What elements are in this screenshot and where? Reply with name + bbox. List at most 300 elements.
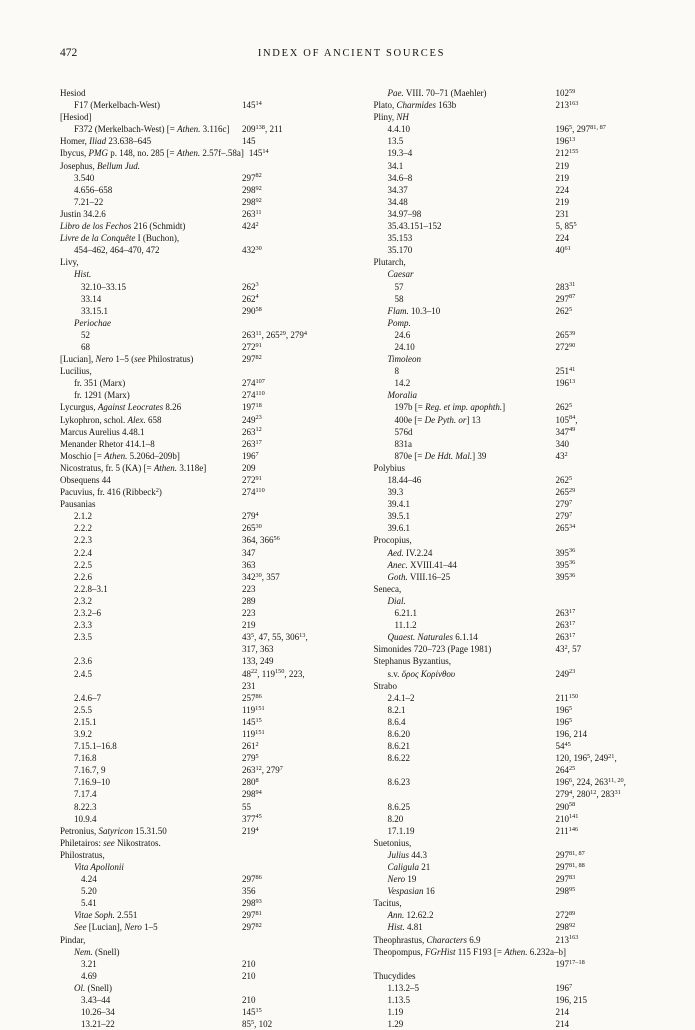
entry-source-text: 7.16.9–10: [74, 777, 110, 788]
entry-page-refs: 363: [242, 559, 256, 570]
index-entry: [60, 583, 330, 595]
index-entry: [60, 208, 330, 220]
entry-source-text: Ibycus, PMG p. 148, no. 285 [= Athen. 2.57f–.58a]: [60, 148, 244, 159]
index-entry: [60, 728, 330, 740]
index-entry: [374, 619, 644, 631]
entry-source-text: Lykophron, schol. Alex. 658: [60, 414, 162, 425]
entry-source-text: 1.13.5: [387, 995, 410, 1006]
entry-source-text: 35.43.151–152: [387, 221, 442, 232]
index-entry: [374, 837, 644, 849]
entry-page-refs: $395^{36}$: [555, 559, 576, 570]
index-entry: [374, 365, 644, 377]
index-entry: [374, 982, 644, 994]
entry-page-refs: $297^{82}$: [242, 922, 262, 933]
entry-page-refs: $196^5$: [555, 716, 573, 727]
entry-page-refs: $119^{151}$: [242, 704, 265, 715]
entry-source-text: 2.3.2–6: [74, 608, 101, 619]
index-entry: [374, 534, 644, 546]
index-entry: [374, 353, 644, 365]
entry-page-refs: $212^{155}$: [555, 148, 579, 159]
entry-source-text: Philostratus,: [60, 849, 105, 860]
entry-source-text: 34.48: [387, 196, 408, 207]
page-title: INDEX OF ANCIENT SOURCES: [257, 48, 446, 59]
entry-page-refs: $347^{49}$: [555, 426, 576, 437]
entry-source-text: Hist. 4.81: [387, 922, 423, 933]
entry-page-refs: $377^{45}$: [242, 813, 262, 824]
entry-page-refs: $432^{30}$: [242, 245, 262, 256]
entry-source-text: 5.41: [81, 898, 97, 909]
index-entry: [60, 99, 330, 111]
entry-source-text: 32.10–33.15: [81, 281, 126, 292]
entry-source-text: 8.20: [387, 813, 404, 824]
entry-source-text: 1.13.2–5: [387, 982, 419, 993]
entry-source-text: Theophrastus, Characters 6.9: [373, 934, 481, 945]
entry-source-text: Polybius: [373, 462, 406, 473]
entry-source-text: 6.21.1: [394, 608, 417, 619]
index-entry: [374, 317, 644, 329]
index-entry: [374, 728, 644, 740]
entry-page-refs: 219: [242, 620, 256, 631]
index-entry: [374, 655, 644, 667]
index-entry: [60, 111, 330, 123]
entry-page-refs: $262^5$: [555, 305, 573, 316]
index-entry: [374, 595, 644, 607]
entry-source-text: Josephus, Bellum Jud.: [60, 160, 141, 171]
index-entry: [60, 389, 330, 401]
index-entry: [60, 837, 330, 849]
entry-source-text: 39.3: [387, 487, 404, 498]
entry-source-text: 576d: [394, 426, 413, 437]
entry-source-text: Flam. 10.3–10: [387, 305, 441, 316]
entry-source-text: Hist.: [74, 269, 92, 280]
entry-source-text: Plato, Charmides 163b: [373, 100, 457, 111]
entry-source-text: Goth. VIII.16–25: [387, 571, 451, 582]
entry-source-text: 197b [= Reg. et imp. apophth.]: [394, 402, 506, 413]
entry-source-text: 17.1.19: [387, 825, 415, 836]
index-entry: [60, 329, 330, 341]
entry-page-refs: $145^{14}$: [242, 99, 262, 111]
entry-source-text: fr. 351 (Marx): [74, 378, 126, 389]
index-entry: [60, 934, 330, 946]
entry-source-text: 34.1: [387, 160, 404, 171]
index-entry: [374, 462, 644, 474]
index-entry: [60, 849, 330, 861]
index-entry: [60, 172, 330, 184]
index-entry: [374, 643, 644, 655]
entry-source-text: Tacitus,: [373, 898, 402, 909]
entry-source-text: 4.4.10: [387, 124, 410, 135]
index-entry: [374, 135, 644, 147]
index-entry: [374, 607, 644, 619]
index-entry: [60, 595, 330, 607]
entry-page-refs: $290^{58}$: [555, 801, 576, 812]
entry-source-text: Seneca,: [373, 583, 402, 594]
entry-page-refs: 223: [242, 583, 256, 594]
entry-page-refs: $43^5$, 47, 55, $306^{13}$, 317, 363: [242, 632, 308, 655]
entry-page-refs: $297^{83}$: [555, 873, 576, 885]
entry-page-refs: $272^{89}$: [555, 910, 576, 921]
entry-page-refs: 297$^{81, 87}$: [555, 849, 585, 860]
entry-source-text: fr. 1291 (Marx): [74, 390, 130, 401]
index-entry: [374, 147, 644, 159]
index-entry: [60, 885, 330, 897]
index-entry: [60, 655, 330, 667]
entry-source-text: 4.656–658: [74, 184, 113, 195]
entry-source-text: F17 (Merkelbach-West): [74, 100, 160, 111]
entry-source-text: Libro de los Fechos 216 (Schmidt): [60, 221, 186, 232]
index-entry: [60, 607, 330, 619]
entry-page-refs: 214: [555, 1019, 569, 1030]
entry-page-refs: $274^{110}$: [242, 390, 265, 401]
entry-page-refs: 297$^{81, 88}$: [555, 861, 585, 872]
entry-page-refs: $395^{36}$: [555, 547, 576, 558]
entry-page-refs: 340: [555, 438, 569, 449]
entry-source-text: 831a: [394, 438, 412, 449]
entry-source-text: Aed. IV.2.24: [387, 547, 433, 558]
index-entry: [374, 244, 644, 256]
index-entry: [60, 522, 330, 534]
entry-source-text: Nero 19: [387, 874, 417, 885]
entry-source-text: 7.15.1–16.8: [74, 741, 117, 752]
index-entry: [374, 220, 644, 232]
entry-source-text: 24.6: [394, 329, 411, 340]
entry-page-refs: $102^{59}$: [555, 87, 576, 98]
entry-source-text: 1.29: [387, 1019, 404, 1030]
index-entry: [60, 244, 330, 256]
index-entry: [60, 486, 330, 498]
index-entry: [374, 1018, 644, 1030]
entry-source-text: Ann. 12.62.2: [387, 910, 434, 921]
entry-source-text: 39.4.1: [387, 499, 410, 510]
index-entry: [60, 281, 330, 293]
entry-page-refs: $424^2$: [242, 220, 259, 232]
entry-page-refs: $210^{141}$: [555, 813, 579, 824]
entry-page-refs: $262^5$: [555, 474, 573, 485]
entry-page-refs: 145: [242, 136, 256, 147]
index-entry: [374, 776, 644, 800]
entry-source-text: 39.6.1: [387, 523, 410, 534]
entry-source-text: Thucydides: [373, 970, 416, 981]
entry-page-refs: 209: [242, 462, 256, 473]
entry-source-text: 8.2.1: [387, 704, 406, 715]
entry-page-refs: $298^{95}$: [555, 886, 576, 897]
entry-source-text: Lucilius,: [60, 366, 92, 377]
entry-page-refs: $119^{151}$: [242, 728, 265, 739]
index-entry: [374, 510, 644, 522]
entry-page-refs: $262^3$: [242, 281, 259, 292]
entry-page-refs: $263^{17}$: [555, 632, 576, 643]
index-entry: [374, 87, 644, 99]
entry-page-refs: $196^7$: [242, 450, 259, 461]
entry-source-text: Strabo: [373, 680, 397, 691]
entry-page-refs: $262^4$: [242, 293, 259, 304]
entry-source-text: 8.6.22: [387, 753, 410, 764]
entry-source-text: Julius 44.3: [387, 849, 427, 860]
index-entry: [374, 414, 644, 426]
entry-page-refs: 289: [242, 595, 256, 606]
entry-page-refs: $265^{34}$: [555, 523, 576, 534]
index-entry: [60, 1018, 330, 1030]
entry-source-text: 33.15.1: [81, 305, 108, 316]
entry-source-text: 7.16.8: [74, 753, 97, 764]
entry-page-refs: 196, 215: [555, 995, 587, 1006]
index-entry: [374, 99, 644, 111]
index-entry: [374, 547, 644, 559]
entry-source-text: 2.4.6–7: [74, 692, 101, 703]
index-entry: [60, 631, 330, 655]
index-entry: [60, 716, 330, 728]
entry-source-text: Pindar,: [60, 934, 86, 945]
index-entry: [60, 704, 330, 716]
index-entry: [374, 752, 644, 776]
index-entry: [374, 921, 644, 933]
entry-page-refs: 219: [555, 196, 569, 207]
entry-source-text: 8.6.25: [387, 801, 410, 812]
entry-source-text: Livre de la Conquête I (Buchon),: [60, 233, 180, 244]
entry-source-text: 2.2.4: [74, 547, 92, 558]
entry-source-text: F372 (Merkelbach-West) [= Athen. 3.116c]: [74, 124, 230, 135]
index-entry: [60, 450, 330, 462]
entry-source-text: Moralia: [387, 390, 418, 401]
entry-source-text: 5.20: [81, 886, 97, 897]
entry-page-refs: 223: [242, 608, 256, 619]
entry-page-refs: $48^{22}$, $119^{150}$, 223, 231: [242, 668, 305, 691]
entry-source-text: 14.2: [394, 378, 411, 389]
entry-page-refs: $196^{13}$: [555, 136, 576, 147]
entry-page-refs: 133, 249: [242, 656, 274, 667]
entry-page-refs: 196, 214: [555, 728, 587, 739]
entry-source-text: Periochae: [74, 317, 111, 328]
entry-source-text: Vespasian 16: [387, 886, 435, 897]
entry-source-text: Lycurgus, Against Leocrates 8.26: [60, 402, 182, 413]
entry-source-text: Obsequens 44: [60, 475, 111, 485]
entry-page-refs: 219: [555, 160, 569, 171]
index-entry: [60, 921, 330, 933]
entry-source-text: 2.2.6: [74, 571, 92, 582]
entry-page-refs: 224: [555, 184, 569, 195]
index-entry: [60, 559, 330, 571]
index-entry: [374, 813, 644, 825]
entry-source-text: [Hesiod]: [60, 112, 92, 123]
entry-source-text: Pacuvius, fr. 416 (Ribbeck$^2$): [60, 486, 162, 498]
entry-page-refs: $274^{107}$: [242, 378, 265, 389]
entry-page-refs: 197$^{17-18}$: [555, 958, 585, 969]
index-entry: [60, 909, 330, 921]
entry-source-text: Nicostratus, fr. 5 (KA) [= Athen. 3.118e]: [60, 462, 207, 473]
index-entry: [374, 801, 644, 813]
index-entry: [60, 534, 330, 546]
entry-source-text: 2.3.2: [74, 595, 92, 606]
entry-source-text: 52: [81, 329, 90, 340]
entry-page-refs: $279^5$: [242, 752, 259, 764]
entry-source-text: Pae. VIII. 70–71 (Maehler): [387, 88, 487, 98]
entry-source-text: 13.5: [387, 136, 404, 147]
index-entry: [374, 172, 644, 184]
index-entry: [374, 716, 644, 728]
entry-source-text: 24.10: [394, 341, 415, 352]
index-entry: [60, 740, 330, 752]
entry-source-text: 2.4.1–2: [387, 692, 415, 703]
entry-source-text: Pausanias: [60, 499, 96, 510]
entry-page-refs: $211^{150}$: [555, 692, 579, 703]
index-entry: [60, 1006, 330, 1018]
index-entry: [374, 389, 644, 401]
entry-page-refs: $196^7$: [555, 982, 573, 993]
index-entry: [60, 958, 330, 970]
entry-page-refs: $280^8$: [242, 777, 259, 788]
index-entry: [60, 365, 330, 377]
index-entry: [60, 353, 330, 365]
index-entry: [374, 232, 644, 244]
entry-page-refs: $297^{81}$: [242, 910, 262, 921]
index-entry: [374, 522, 644, 534]
entry-source-text: Pomp.: [387, 317, 411, 328]
index-entry: [374, 329, 644, 341]
entry-page-refs: $298^{92}$: [242, 184, 262, 195]
index-entry: [60, 123, 330, 135]
index-entry: [60, 752, 330, 764]
index-entry: [60, 861, 330, 873]
entry-page-refs: $263^{12}$, $279^7$: [242, 765, 283, 776]
page-number: 472: [60, 47, 78, 59]
entry-page-refs: 364, $366^{56}$: [242, 535, 280, 546]
entry-source-text: 18.44–46: [387, 475, 422, 485]
index-entry: [374, 281, 644, 293]
index-entry: [60, 510, 330, 522]
index-entry: [60, 438, 330, 450]
entry-source-text: Justin 34.2.6: [60, 208, 106, 219]
entry-page-refs: $145^{15}$: [242, 1006, 262, 1018]
index-entry: [374, 704, 644, 716]
entry-page-refs: $196^6$, 224, 263$^{11, 20}$, $279^4$, $280^{12}$, $283^{31}$: [555, 777, 626, 800]
index-entry: [374, 111, 644, 123]
entry-source-text: 8.6.21: [387, 741, 410, 752]
index-entry: [60, 341, 330, 353]
entry-page-refs: $263^{12}$: [242, 426, 262, 437]
entry-page-refs: $297^{82}$: [242, 172, 262, 183]
entry-page-refs: 231: [555, 208, 569, 219]
entry-source-text: 7.21–22: [74, 196, 104, 207]
entry-source-text: Vitae Soph. 2.551: [74, 910, 138, 921]
index-entry: [60, 305, 330, 317]
index-entry: [60, 160, 330, 172]
entry-page-refs: $213^{163}$: [555, 934, 579, 945]
entry-source-text: 11.1.2: [394, 620, 417, 631]
entry-page-refs: 210: [242, 995, 256, 1006]
entry-page-refs: 356: [242, 886, 256, 897]
entry-source-text: 10.26–34: [81, 1007, 115, 1018]
index-entry: [60, 135, 330, 147]
index-entry: [374, 438, 644, 450]
index-entry: [374, 1006, 644, 1018]
entry-page-refs: 210: [242, 958, 256, 969]
entry-page-refs: $265^{29}$: [555, 486, 576, 498]
index-entry: [60, 293, 330, 305]
entry-source-text: 7.17.4: [74, 789, 97, 800]
entry-page-refs: $272^{91}$: [242, 341, 262, 352]
entry-page-refs: 347: [242, 547, 256, 558]
entry-page-refs: $251^{41}$: [555, 365, 576, 377]
index-entry: [60, 692, 330, 704]
entry-source-text: 4.24: [81, 874, 97, 885]
index-entry: [60, 184, 330, 196]
index-entry: [374, 885, 644, 897]
index-entry: [374, 849, 644, 861]
entry-source-text: Quaest. Naturales 6.1.14: [387, 632, 478, 643]
entry-page-refs: $263^{17}$: [555, 619, 576, 631]
entry-source-text: s.v. ὅρος Κορίνθου: [387, 668, 456, 679]
entry-page-refs: $283^{31}$: [555, 281, 576, 292]
entry-page-refs: 5, $85^5$: [555, 220, 577, 232]
entry-source-text: 35.153: [387, 233, 413, 244]
index-entry: [374, 583, 644, 595]
entry-source-text: 39.5.1: [387, 511, 410, 522]
entry-source-text: 8.6.20: [387, 728, 410, 739]
entry-source-text: 7.16.7, 9: [74, 765, 106, 776]
entry-source-text: Procopius,: [373, 535, 412, 546]
entry-source-text: 400e [= De Pyth. or] 13: [394, 414, 481, 425]
entry-source-text: 35.170: [387, 245, 413, 256]
entry-source-text: 2.5.5: [74, 704, 92, 715]
index-entry: [374, 196, 644, 208]
entry-page-refs: $261^2$: [242, 740, 259, 752]
entry-page-refs: $342^{30}$, 357: [242, 571, 280, 582]
index-entry: [60, 897, 330, 909]
entry-source-text: 8.22.3: [74, 801, 97, 812]
entry-source-text: 2.3.5: [74, 632, 92, 643]
entry-source-text: 68: [81, 341, 90, 352]
entry-source-text: Philetairos: see Nikostratos.: [60, 837, 161, 848]
entry-page-refs: $279^7$: [555, 499, 573, 510]
entry-page-refs: $145^{14}$: [248, 148, 269, 159]
index-entry: [374, 184, 644, 196]
entry-source-text: 2.2.3: [74, 535, 92, 546]
entry-page-refs: $105^{84}$,: [555, 414, 578, 425]
entry-page-refs: 219: [555, 172, 569, 183]
entry-page-refs: $54^{45}$: [555, 740, 571, 752]
entry-page-refs: 210: [242, 970, 256, 981]
entry-source-text: 3.43–44: [81, 995, 111, 1006]
entry-source-text: Plutarch,: [373, 257, 406, 268]
index-entry: [60, 256, 330, 268]
index-entry: [374, 946, 644, 958]
entry-source-text: Vita Apollonii: [74, 862, 124, 872]
index-entry: [374, 160, 644, 172]
entry-page-refs: $297^{87}$: [555, 293, 576, 304]
entry-page-refs: $265^{39}$: [555, 329, 576, 340]
entry-source-text: Hesiod: [60, 88, 86, 98]
entry-page-refs: 224: [555, 233, 569, 244]
index-entry: [60, 668, 330, 692]
index-entry: [60, 764, 330, 776]
index-entry: [60, 87, 330, 99]
index-entry: [374, 934, 644, 946]
entry-source-text: 33.14: [81, 293, 102, 304]
entry-source-text: 2.3.6: [74, 656, 92, 667]
entry-source-text: 34.97–98: [387, 208, 422, 219]
entry-source-text: 2.1.2: [74, 511, 92, 522]
index-entry: [374, 426, 644, 438]
entry-page-refs: $209^{138}$, 211: [242, 124, 283, 135]
index-column-left: [60, 87, 330, 1030]
index-entry: [60, 268, 330, 280]
index-entry: [60, 462, 330, 474]
entry-source-text: Petronius, Satyricon 15.31.50: [60, 825, 167, 836]
entry-source-text: Menander Rhetor 414.1–8: [60, 438, 155, 449]
entry-source-text: 2.2.5: [74, 559, 92, 570]
entry-source-text: 1.19: [387, 1007, 404, 1018]
entry-source-text: Timoleon: [387, 354, 422, 365]
